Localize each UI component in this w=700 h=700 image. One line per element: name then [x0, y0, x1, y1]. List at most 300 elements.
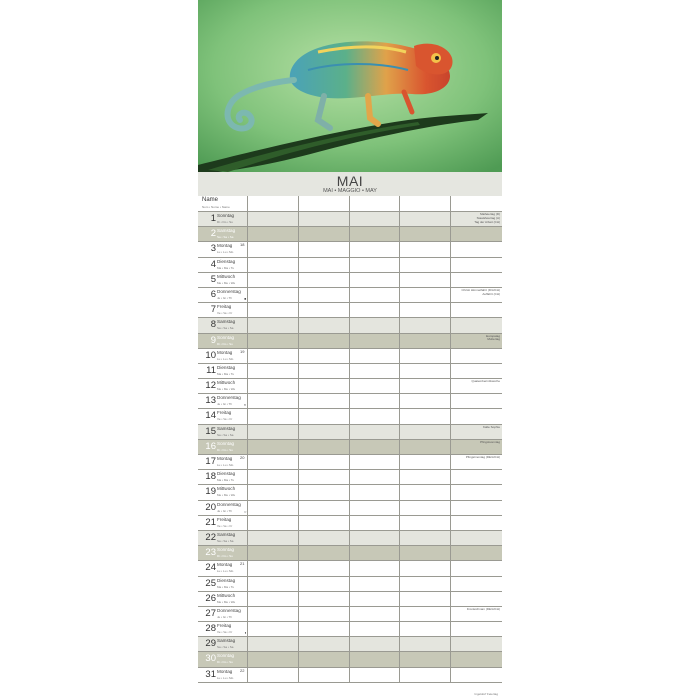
holiday-note: Christi Himmelfahrt (D/A/CH) Auffahrt (CH)	[461, 287, 500, 296]
entry-cell[interactable]	[248, 577, 299, 591]
holiday-note: Quatembermittwoche	[471, 379, 500, 384]
entry-cell[interactable]	[400, 668, 451, 682]
name-column-2[interactable]	[299, 196, 350, 211]
day-cell	[198, 425, 248, 439]
day-name-translations: Je • Gi • Th	[217, 295, 233, 300]
entry-cell[interactable]	[248, 364, 299, 378]
day-cell	[198, 652, 248, 666]
entry-cell[interactable]	[350, 364, 400, 378]
day-name-translations: Ma • Ma • Tu	[217, 265, 235, 270]
day-number: 5	[210, 273, 216, 285]
chameleon-photo	[198, 0, 502, 172]
day-cell	[198, 516, 248, 530]
entry-cell[interactable]	[400, 334, 451, 348]
entry-cell[interactable]	[248, 546, 299, 560]
entry-cell[interactable]	[299, 516, 350, 530]
day-name: Dienstag	[217, 471, 236, 477]
moon-phase-icon: ○	[244, 508, 247, 514]
name-column-3[interactable]	[350, 196, 400, 211]
moon-phase-icon: ◑	[244, 630, 247, 636]
entry-cell[interactable]	[350, 652, 400, 666]
entry-cell[interactable]	[350, 318, 400, 332]
entry-cell[interactable]	[350, 501, 400, 515]
entry-cell[interactable]	[248, 379, 299, 393]
entry-cell[interactable]	[350, 516, 400, 530]
entry-cell[interactable]	[248, 470, 299, 484]
entry-cell[interactable]	[299, 242, 350, 256]
day-cell	[198, 485, 248, 499]
day-row	[198, 318, 502, 333]
entry-cell[interactable]	[248, 501, 299, 515]
entry-cell[interactable]	[350, 242, 400, 256]
day-number: 24	[205, 562, 216, 574]
day-number: 29	[205, 638, 216, 650]
entry-cell[interactable]	[248, 349, 299, 363]
day-name: Samstag	[217, 638, 236, 644]
day-row	[198, 212, 502, 227]
entry-cell[interactable]	[248, 258, 299, 272]
day-cell	[198, 637, 248, 651]
day-name-translations: Ve • Ve • Fr	[217, 417, 233, 422]
day-number: 19	[205, 486, 216, 498]
day-name-translations: Ve • Ve • Fr	[217, 523, 233, 528]
entry-cell[interactable]	[299, 379, 350, 393]
day-number: 27	[205, 607, 216, 619]
day-name: Freitag	[217, 623, 232, 629]
entry-cell[interactable]	[248, 318, 299, 332]
entry-cell[interactable]	[299, 485, 350, 499]
day-name-translations: Ma • Ma • Tu	[217, 584, 235, 589]
day-name: Donnerstag	[217, 288, 241, 294]
day-row	[198, 227, 502, 242]
day-number: 13	[205, 395, 216, 407]
entry-cell[interactable]	[248, 668, 299, 682]
day-name-translations: Lu • Lu • Mo	[217, 569, 234, 574]
day-row	[198, 288, 502, 303]
entry-cell[interactable]	[299, 409, 350, 423]
entry-cell[interactable]	[350, 212, 400, 226]
entry-cell[interactable]	[350, 334, 400, 348]
day-name: Samstag	[217, 319, 236, 325]
day-number: 6	[210, 288, 216, 300]
entry-cell[interactable]	[299, 303, 350, 317]
day-name-translations: Lu • Lu • Mo	[217, 250, 234, 255]
week-number: 22	[240, 667, 245, 673]
name-sublabel: Nom • Nome • Name	[202, 205, 230, 209]
day-number: 4	[210, 258, 216, 270]
entry-cell[interactable]	[299, 318, 350, 332]
entry-cell[interactable]	[400, 258, 451, 272]
entry-cell[interactable]	[400, 561, 451, 575]
entry-cell[interactable]	[248, 561, 299, 575]
entry-cell[interactable]	[350, 668, 400, 682]
holiday-note: Fronleichnam (DE/A/CH)	[466, 606, 500, 611]
entry-cell[interactable]	[350, 622, 400, 636]
entry-cell[interactable]	[400, 652, 451, 666]
day-name-translations: Ve • Ve • Fr	[217, 630, 233, 635]
day-name: Sonntag	[217, 334, 235, 340]
entry-cell[interactable]	[248, 607, 299, 621]
entry-cell[interactable]	[400, 516, 451, 530]
entry-cell[interactable]	[350, 607, 400, 621]
day-cell	[198, 288, 248, 302]
entry-cell[interactable]	[350, 485, 400, 499]
entry-cell[interactable]	[299, 637, 350, 651]
entry-cell[interactable]	[299, 592, 350, 606]
day-name: Donnerstag	[217, 607, 241, 613]
entry-cell[interactable]	[400, 364, 451, 378]
entry-cell[interactable]	[350, 349, 400, 363]
day-number: 18	[205, 471, 216, 483]
day-number: 26	[205, 592, 216, 604]
day-name-translations: Me • Me • We	[217, 493, 236, 498]
day-number: 10	[205, 349, 216, 361]
day-row	[198, 652, 502, 667]
day-name: Donnerstag	[217, 501, 241, 507]
day-number: 23	[205, 547, 216, 559]
entry-cell[interactable]	[299, 349, 350, 363]
day-name: Dienstag	[217, 364, 236, 370]
calendar-grid	[198, 196, 502, 683]
entry-cell[interactable]	[248, 303, 299, 317]
entry-cell[interactable]	[400, 592, 451, 606]
day-cell	[198, 394, 248, 408]
day-number: 14	[205, 410, 216, 422]
day-name: Montag	[217, 456, 233, 461]
entry-cell[interactable]	[299, 561, 350, 575]
day-name: Dienstag	[217, 258, 236, 264]
day-row	[198, 637, 502, 652]
entry-cell[interactable]	[400, 531, 451, 545]
entry-cell[interactable]	[299, 394, 350, 408]
calendar-page	[198, 0, 502, 700]
entry-cell[interactable]	[350, 546, 400, 560]
day-number: 11	[206, 364, 216, 376]
day-number: 8	[210, 319, 216, 331]
entry-cell[interactable]	[400, 227, 451, 241]
entry-cell[interactable]	[299, 622, 350, 636]
entry-cell[interactable]	[350, 379, 400, 393]
day-name: Freitag	[217, 304, 232, 310]
chameleon-image	[198, 0, 502, 172]
entry-cell[interactable]	[350, 531, 400, 545]
day-number: 16	[205, 440, 216, 452]
day-name: Sonntag	[217, 213, 235, 218]
entry-cell[interactable]	[350, 440, 400, 454]
day-cell	[198, 303, 248, 317]
day-name-translations: Ma • Ma • Tu	[217, 478, 235, 483]
day-number: 3	[210, 243, 216, 255]
day-row	[198, 334, 502, 349]
entry-cell[interactable]	[299, 273, 350, 287]
day-name-translations: Di • Do • Su	[217, 220, 233, 224]
entry-cell[interactable]	[299, 227, 350, 241]
day-cell	[198, 546, 248, 560]
entry-cell[interactable]	[400, 637, 451, 651]
entry-cell[interactable]	[400, 409, 451, 423]
day-cell	[198, 440, 248, 454]
entry-cell[interactable]	[350, 637, 400, 651]
entry-cell[interactable]	[350, 227, 400, 241]
name-label: Name	[202, 197, 219, 203]
day-row	[198, 349, 502, 364]
entry-cell[interactable]	[248, 455, 299, 469]
week-number: 20	[240, 455, 245, 460]
entry-cell[interactable]	[400, 470, 451, 484]
entry-cell[interactable]	[299, 334, 350, 348]
day-cell	[198, 409, 248, 423]
holiday-note: Europatag Muttertag	[486, 333, 500, 342]
day-name: Samstag	[217, 531, 236, 537]
day-row	[198, 516, 502, 531]
entry-cell[interactable]	[350, 470, 400, 484]
entry-cell[interactable]	[299, 577, 350, 591]
day-name-translations: Lu • Lu • Mo	[217, 356, 234, 361]
name-row	[198, 196, 502, 212]
holiday-note: Pfingstmontag (DE/A/CH)	[465, 455, 500, 459]
day-row	[198, 546, 502, 561]
day-cell	[198, 349, 248, 363]
month-title: MAI	[336, 173, 364, 189]
entry-cell[interactable]	[400, 212, 451, 226]
day-name: Mittwoch	[217, 592, 236, 598]
day-cell	[198, 622, 248, 636]
day-row	[198, 561, 502, 576]
day-name-translations: Me • Me • We	[217, 280, 236, 285]
entry-cell[interactable]	[350, 561, 400, 575]
day-row	[198, 531, 502, 546]
entry-cell[interactable]	[248, 637, 299, 651]
day-name-translations: Di • Do • Su	[217, 341, 233, 346]
entry-cell[interactable]	[350, 577, 400, 591]
entry-cell[interactable]	[299, 364, 350, 378]
entry-cell[interactable]	[299, 440, 350, 454]
day-number: 21	[205, 516, 216, 528]
entry-cell[interactable]	[248, 334, 299, 348]
day-name-translations: Di • Do • Su	[217, 660, 233, 665]
footer-note: Ingeldorf Feiertag	[474, 692, 498, 696]
entry-cell[interactable]	[299, 668, 350, 682]
day-number: 28	[205, 623, 216, 635]
day-name: Montag	[217, 243, 233, 249]
name-cell	[198, 196, 248, 211]
day-cell	[198, 470, 248, 484]
week-number: 19	[240, 348, 245, 354]
day-name: Samstag	[217, 425, 236, 431]
entry-cell[interactable]	[350, 273, 400, 287]
day-cell	[198, 364, 248, 378]
day-number: 9	[210, 334, 216, 346]
day-row	[198, 364, 502, 379]
day-cell	[198, 592, 248, 606]
entry-cell[interactable]	[400, 546, 451, 560]
day-row	[198, 455, 502, 470]
day-name-translations: Sa • Sa • Sa	[217, 538, 234, 543]
day-row	[198, 273, 502, 288]
day-name: Mittwoch	[217, 273, 236, 279]
day-name-translations: Je • Gi • Th	[217, 402, 233, 407]
day-cell	[198, 334, 248, 348]
day-cell	[198, 318, 248, 332]
day-number: 31	[205, 668, 216, 680]
day-name: Sonntag	[217, 547, 235, 553]
day-name: Montag	[217, 562, 233, 568]
day-cell	[198, 607, 248, 621]
month-header	[198, 172, 502, 196]
entry-cell[interactable]	[299, 470, 350, 484]
entry-cell[interactable]	[350, 394, 400, 408]
entry-cell[interactable]	[248, 288, 299, 302]
day-name-translations: Lu • Lu • Mo	[217, 463, 234, 467]
entry-cell[interactable]	[299, 288, 350, 302]
entry-cell[interactable]	[400, 485, 451, 499]
day-row	[198, 409, 502, 424]
entry-cell[interactable]	[248, 516, 299, 530]
holiday-note: Maifeiertag (D) Staatsfeiertag (A) Tag der Arbeit (CH)	[474, 212, 500, 224]
moon-phase-icon: ●	[244, 295, 247, 301]
day-name-translations: Lu • Lu • Mo	[217, 675, 234, 680]
entry-cell[interactable]	[248, 409, 299, 423]
day-name: Freitag	[217, 410, 232, 416]
entry-cell[interactable]	[350, 303, 400, 317]
day-name-translations: Di • Do • Su	[217, 554, 233, 559]
day-row	[198, 592, 502, 607]
entry-cell[interactable]	[350, 288, 400, 302]
entry-cell[interactable]	[400, 577, 451, 591]
day-name: Sonntag	[217, 440, 235, 446]
day-row	[198, 379, 502, 394]
day-name: Montag	[217, 668, 233, 674]
day-cell	[198, 561, 248, 575]
entry-cell[interactable]	[299, 501, 350, 515]
entry-cell[interactable]	[400, 349, 451, 363]
entry-cell[interactable]	[400, 607, 451, 621]
entry-cell[interactable]	[299, 455, 350, 469]
entry-cell[interactable]	[299, 652, 350, 666]
day-number: 17	[205, 456, 216, 467]
entry-cell[interactable]	[400, 394, 451, 408]
entry-cell[interactable]	[400, 318, 451, 332]
day-row	[198, 622, 502, 637]
entry-cell[interactable]	[248, 531, 299, 545]
day-cell	[198, 455, 248, 469]
holiday-note: Kalte Sophie	[482, 424, 500, 429]
day-cell	[198, 273, 248, 287]
week-number: 21	[240, 561, 245, 567]
entry-cell[interactable]	[400, 622, 451, 636]
day-row	[198, 258, 502, 273]
day-number: 30	[205, 653, 216, 665]
day-number: 22	[205, 531, 216, 543]
entry-cell[interactable]	[350, 409, 400, 423]
day-cell	[198, 379, 248, 393]
entry-cell[interactable]	[400, 379, 451, 393]
entry-cell[interactable]	[400, 242, 451, 256]
entry-cell[interactable]	[299, 531, 350, 545]
entry-cell[interactable]	[350, 592, 400, 606]
day-row	[198, 668, 502, 683]
day-row	[198, 607, 502, 622]
name-column-4[interactable]	[400, 196, 451, 211]
day-name-translations: Je • Gi • Th	[217, 614, 233, 619]
day-cell	[198, 531, 248, 545]
moon-phase-icon: ◐	[244, 402, 247, 408]
name-column-1[interactable]	[248, 196, 299, 211]
day-name-translations: Sa • Sa • Sa	[217, 326, 234, 331]
day-row	[198, 577, 502, 592]
day-name-translations: Me • Me • We	[217, 387, 236, 392]
day-row	[198, 303, 502, 318]
day-number: 2	[210, 228, 216, 240]
day-row	[198, 242, 502, 257]
day-row	[198, 440, 502, 455]
entry-cell[interactable]	[400, 455, 451, 469]
entry-cell[interactable]	[248, 652, 299, 666]
week-number: 18	[240, 242, 245, 248]
day-cell	[198, 668, 248, 682]
day-name: Montag	[217, 349, 233, 355]
entry-cell[interactable]	[400, 288, 451, 302]
day-name: Mittwoch	[217, 380, 236, 386]
day-cell	[198, 501, 248, 515]
entry-cell[interactable]	[350, 455, 400, 469]
entry-cell[interactable]	[248, 242, 299, 256]
day-number: 7	[210, 304, 216, 316]
day-number: 1	[210, 213, 216, 224]
day-name: Dienstag	[217, 577, 236, 583]
holiday-note: Pfingstsonntag	[480, 439, 500, 444]
entry-cell[interactable]	[248, 273, 299, 287]
entry-cell[interactable]	[248, 485, 299, 499]
entry-cell[interactable]	[350, 425, 400, 439]
entry-cell[interactable]	[400, 501, 451, 515]
day-number: 12	[205, 380, 216, 392]
entry-cell[interactable]	[400, 425, 451, 439]
entry-cell[interactable]	[299, 258, 350, 272]
entry-cell[interactable]	[350, 258, 400, 272]
month-subtitle: MAI • MAGGIO • MAY	[323, 188, 377, 194]
entry-cell[interactable]	[400, 303, 451, 317]
day-name-translations: Di • Do • Su	[217, 447, 233, 452]
entry-cell[interactable]	[248, 212, 299, 226]
entry-cell[interactable]	[248, 425, 299, 439]
day-name: Mittwoch	[217, 486, 236, 492]
entry-cell[interactable]	[400, 440, 451, 454]
day-cell	[198, 227, 248, 241]
entry-cell[interactable]	[299, 607, 350, 621]
entry-cell[interactable]	[248, 592, 299, 606]
entry-cell[interactable]	[299, 546, 350, 560]
day-name-translations: Sa • Sa • Sa	[217, 432, 234, 437]
entry-cell[interactable]	[248, 440, 299, 454]
day-name-translations: Sa • Sa • Sa	[217, 645, 234, 650]
entry-cell[interactable]	[400, 273, 451, 287]
entry-cell[interactable]	[299, 425, 350, 439]
day-row	[198, 485, 502, 500]
day-name: Samstag	[217, 228, 236, 234]
day-row	[198, 470, 502, 485]
day-name-translations: Je • Gi • Th	[217, 508, 233, 513]
day-number: 20	[205, 501, 216, 513]
entry-cell[interactable]	[299, 212, 350, 226]
day-number: 25	[205, 577, 216, 589]
day-row	[198, 394, 502, 409]
day-name: Freitag	[217, 516, 232, 522]
entry-cell[interactable]	[248, 227, 299, 241]
day-cell	[198, 577, 248, 591]
entry-cell[interactable]	[248, 394, 299, 408]
entry-cell[interactable]	[248, 622, 299, 636]
